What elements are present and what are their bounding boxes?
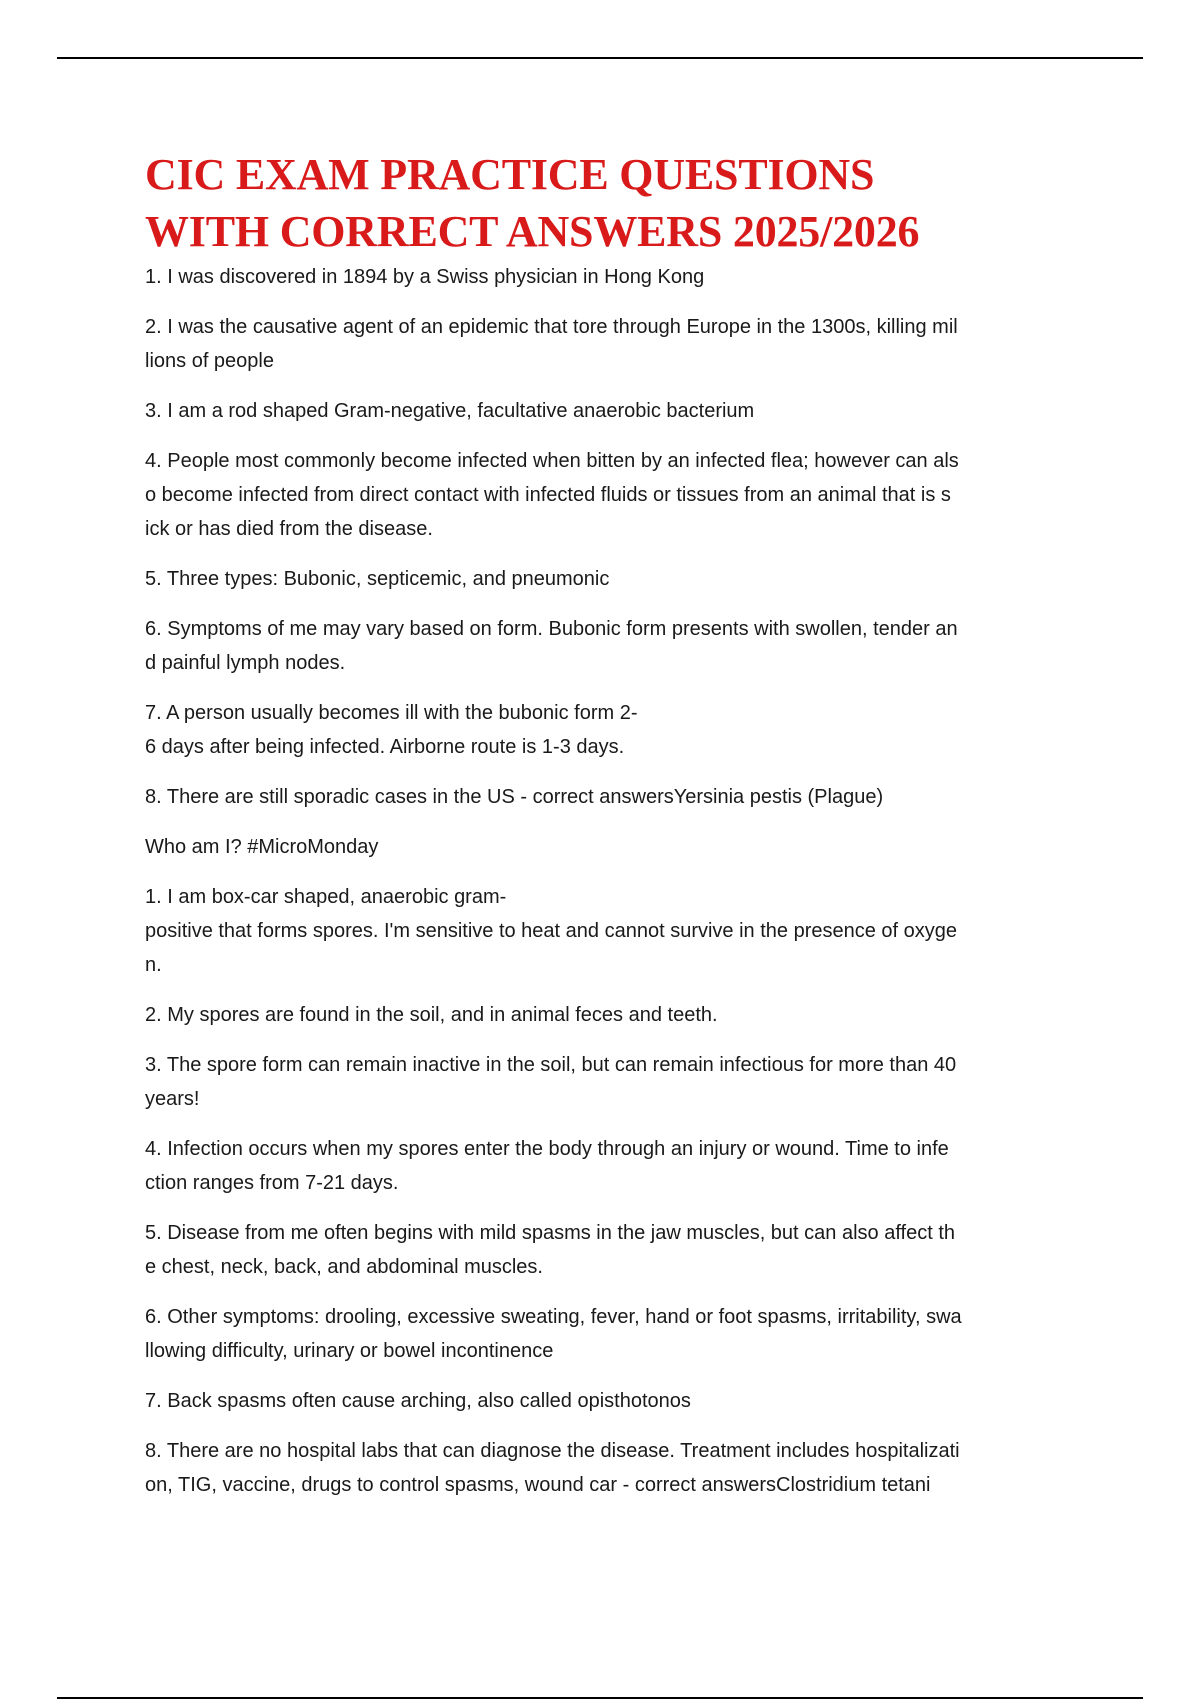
question-paragraph: 5. Disease from me often begins with mild spasms in the jaw muscles, but can also affect th e chest, neck, back, and abdominal muscles. <box>145 1222 955 1278</box>
question-paragraph: 6. Other symptoms: drooling, excessive sweating, fever, hand or foot spasms, irritability, swa llowing difficulty, urinary or bowel incontinence <box>145 1306 962 1362</box>
bottom-rule <box>57 1697 1143 1699</box>
answer-paragraph: 8. There are still sporadic cases in the US - correct answersYersinia pestis (Plague) <box>145 786 884 808</box>
section-heading: Who am I? #MicroMonday <box>145 836 379 858</box>
question-paragraph: 3. I am a rod shaped Gram-negative, facultative anaerobic bacterium <box>145 400 755 422</box>
question-paragraph: 1. I was discovered in 1894 by a Swiss physician in Hong Kong <box>145 266 705 288</box>
question-paragraph: 6. Symptoms of me may vary based on form. Bubonic form presents with swollen, tender an d painful lymph nodes. <box>145 618 958 674</box>
question-paragraph: 3. The spore form can remain inactive in the soil, but can remain infectious for more than 40 years! <box>145 1054 957 1110</box>
question-paragraph: 7. Back spasms often cause arching, also called opisthotonos <box>145 1390 691 1412</box>
question-paragraph: 2. I was the causative agent of an epidemic that tore through Europe in the 1300s, killing mil lions of people <box>145 316 958 372</box>
answer-paragraph: 8. There are no hospital labs that can diagnose the disease. Treatment includes hospitalizati on, TIG, vaccine, drugs to control spasms, wound car - correct answersClostridium tetani <box>145 1440 960 1496</box>
document-body <box>145 146 1065 1502</box>
question-paragraph: 2. My spores are found in the soil, and in animal feces and teeth. <box>145 1004 718 1026</box>
question-paragraph: 5. Three types: Bubonic, septicemic, and pneumonic <box>145 568 610 590</box>
question-paragraph: 4. Infection occurs when my spores enter the body through an injury or wound. Time to infe ction ranges from 7-21 days. <box>145 1138 949 1194</box>
question-paragraph: 1. I am box-car shaped, anaerobic gram- positive that forms spores. I'm sensitive to heat and cannot survive in the presence of oxyge n. <box>145 886 958 976</box>
top-rule <box>57 57 1143 59</box>
question-paragraph: 4. People most commonly become infected when bitten by an infected flea; however can als o become infected from direct contact with infected fluids or tissues from an animal that is s ick or has died from the disease. <box>145 450 959 540</box>
question-paragraph: 7. A person usually becomes ill with the bubonic form 2- 6 days after being infected. Airborne route is 1-3 days. <box>145 702 638 758</box>
document-title: CIC EXAM PRACTICE QUESTIONS WITH CORRECT ANSWERS 2025/2026 <box>145 150 920 256</box>
